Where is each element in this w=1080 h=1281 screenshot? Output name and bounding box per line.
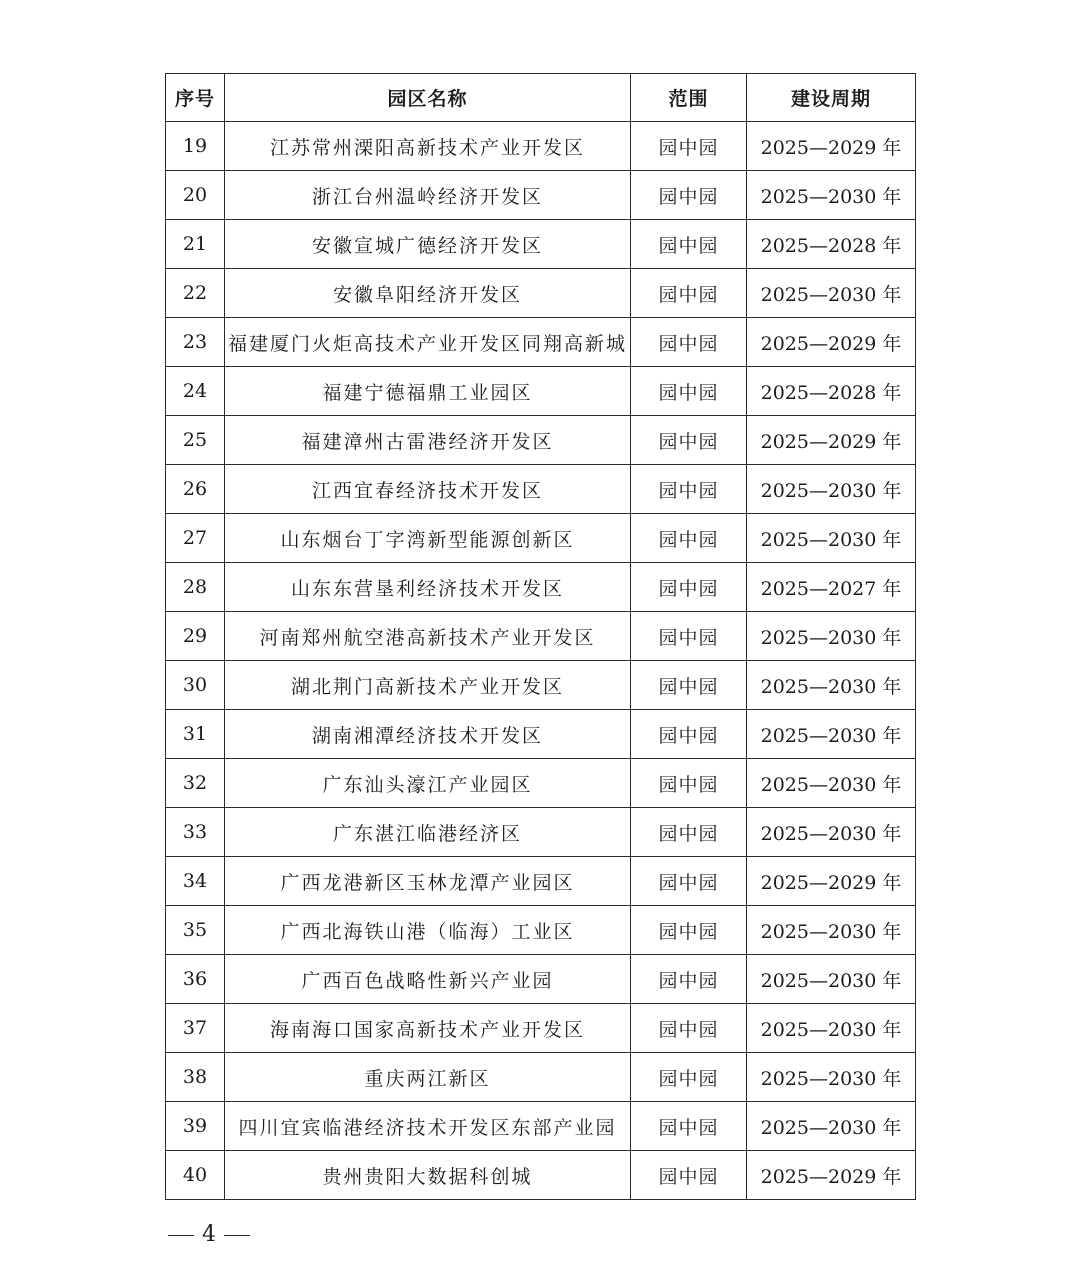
row-park-name: 湖北荆门高新技术产业开发区 (225, 661, 631, 710)
table-row (166, 318, 916, 367)
row-period: 2025—2029 年 (747, 857, 916, 906)
row-no: 37 (166, 1004, 225, 1053)
row-period: 2025—2030 年 (747, 1053, 916, 1102)
row-scope: 园中园 (631, 1004, 747, 1053)
table-row (166, 808, 916, 857)
row-no: 39 (166, 1102, 225, 1151)
row-park-name: 浙江台州温岭经济开发区 (225, 171, 631, 220)
row-no: 34 (166, 857, 225, 906)
row-park-name: 山东烟台丁字湾新型能源创新区 (225, 514, 631, 563)
table-row (166, 1053, 916, 1102)
row-scope: 园中园 (631, 1053, 747, 1102)
row-scope: 园中园 (631, 465, 747, 514)
row-park-name: 广西百色战略性新兴产业园 (225, 955, 631, 1004)
row-no: 40 (166, 1151, 225, 1200)
row-park-name: 福建漳州古雷港经济开发区 (225, 416, 631, 465)
row-no: 26 (166, 465, 225, 514)
row-park-name: 湖南湘潭经济技术开发区 (225, 710, 631, 759)
row-scope: 园中园 (631, 220, 747, 269)
row-period: 2025—2030 年 (747, 906, 916, 955)
row-no: 25 (166, 416, 225, 465)
row-park-name: 四川宜宾临港经济技术开发区东部产业园 (225, 1102, 631, 1151)
row-park-name: 福建宁德福鼎工业园区 (225, 367, 631, 416)
row-no: 29 (166, 612, 225, 661)
row-scope: 园中园 (631, 122, 747, 171)
row-period: 2025—2030 年 (747, 710, 916, 759)
table-row (166, 171, 916, 220)
row-no: 36 (166, 955, 225, 1004)
table-row (166, 122, 916, 171)
row-period: 2025—2030 年 (747, 808, 916, 857)
table-row (166, 857, 916, 906)
row-park-name: 江西宜春经济技术开发区 (225, 465, 631, 514)
table-body (166, 122, 916, 1200)
table-row (166, 661, 916, 710)
row-period: 2025—2029 年 (747, 318, 916, 367)
row-park-name: 安徽宣城广德经济开发区 (225, 220, 631, 269)
page-number: 4 (202, 1222, 216, 1247)
row-no: 20 (166, 171, 225, 220)
row-scope: 园中园 (631, 955, 747, 1004)
row-park-name: 贵州贵阳大数据科创城 (225, 1151, 631, 1200)
row-period: 2025—2030 年 (747, 1004, 916, 1053)
table-row (166, 710, 916, 759)
table-row (166, 514, 916, 563)
row-no: 28 (166, 563, 225, 612)
row-park-name: 福建厦门火炬高技术产业开发区同翔高新城 (225, 318, 631, 367)
row-park-name: 广东湛江临港经济区 (225, 808, 631, 857)
table-row (166, 759, 916, 808)
table-row (166, 563, 916, 612)
row-park-name: 海南海口国家高新技术产业开发区 (225, 1004, 631, 1053)
row-scope: 园中园 (631, 563, 747, 612)
row-park-name: 安徽阜阳经济开发区 (225, 269, 631, 318)
row-scope: 园中园 (631, 710, 747, 759)
row-period: 2025—2030 年 (747, 612, 916, 661)
row-period: 2025—2030 年 (747, 514, 916, 563)
row-no: 38 (166, 1053, 225, 1102)
row-period: 2025—2029 年 (747, 416, 916, 465)
row-scope: 园中园 (631, 857, 747, 906)
header-scope: 范围 (631, 74, 747, 122)
row-period: 2025—2030 年 (747, 759, 916, 808)
header-no: 序号 (166, 74, 225, 122)
table-row (166, 465, 916, 514)
row-park-name: 广西龙港新区玉林龙潭产业园区 (225, 857, 631, 906)
row-no: 24 (166, 367, 225, 416)
row-scope: 园中园 (631, 269, 747, 318)
row-period: 2025—2028 年 (747, 220, 916, 269)
row-scope: 园中园 (631, 759, 747, 808)
row-no: 35 (166, 906, 225, 955)
row-no: 22 (166, 269, 225, 318)
table-row (166, 1102, 916, 1151)
row-no: 27 (166, 514, 225, 563)
table-row (166, 612, 916, 661)
table-row (166, 220, 916, 269)
table-row (166, 955, 916, 1004)
row-scope: 园中园 (631, 367, 747, 416)
row-no: 32 (166, 759, 225, 808)
row-period: 2025—2028 年 (747, 367, 916, 416)
row-scope: 园中园 (631, 1151, 747, 1200)
row-park-name: 重庆两江新区 (225, 1053, 631, 1102)
row-period: 2025—2030 年 (747, 269, 916, 318)
row-no: 31 (166, 710, 225, 759)
parks-table (165, 73, 916, 1200)
row-period: 2025—2030 年 (747, 465, 916, 514)
row-scope: 园中园 (631, 416, 747, 465)
table-row (166, 906, 916, 955)
header-row (166, 74, 916, 122)
row-no: 19 (166, 122, 225, 171)
header-name: 园区名称 (225, 74, 631, 122)
row-period: 2025—2030 年 (747, 661, 916, 710)
row-park-name: 河南郑州航空港高新技术产业开发区 (225, 612, 631, 661)
row-scope: 园中园 (631, 1102, 747, 1151)
row-scope: 园中园 (631, 514, 747, 563)
row-period: 2025—2027 年 (747, 563, 916, 612)
row-park-name: 广西北海铁山港（临海）工业区 (225, 906, 631, 955)
row-scope: 园中园 (631, 612, 747, 661)
row-park-name: 江苏常州溧阳高新技术产业开发区 (225, 122, 631, 171)
row-period: 2025—2029 年 (747, 1151, 916, 1200)
footer-dash-left (168, 1235, 194, 1236)
row-period: 2025—2030 年 (747, 1102, 916, 1151)
table-row (166, 269, 916, 318)
table-row (166, 416, 916, 465)
footer-dash-right (224, 1235, 250, 1236)
row-scope: 园中园 (631, 661, 747, 710)
table-row (166, 367, 916, 416)
table-header (166, 74, 916, 122)
row-no: 23 (166, 318, 225, 367)
row-scope: 园中园 (631, 318, 747, 367)
row-park-name: 广东汕头濠江产业园区 (225, 759, 631, 808)
table-row (166, 1004, 916, 1053)
row-park-name: 山东东营垦利经济技术开发区 (225, 563, 631, 612)
row-period: 2025—2030 年 (747, 955, 916, 1004)
row-period: 2025—2029 年 (747, 122, 916, 171)
row-no: 30 (166, 661, 225, 710)
row-scope: 园中园 (631, 171, 747, 220)
row-no: 21 (166, 220, 225, 269)
header-period: 建设周期 (747, 74, 916, 122)
table-row (166, 1151, 916, 1200)
page-footer (160, 1222, 258, 1247)
row-scope: 园中园 (631, 808, 747, 857)
row-period: 2025—2030 年 (747, 171, 916, 220)
row-scope: 园中园 (631, 906, 747, 955)
row-no: 33 (166, 808, 225, 857)
